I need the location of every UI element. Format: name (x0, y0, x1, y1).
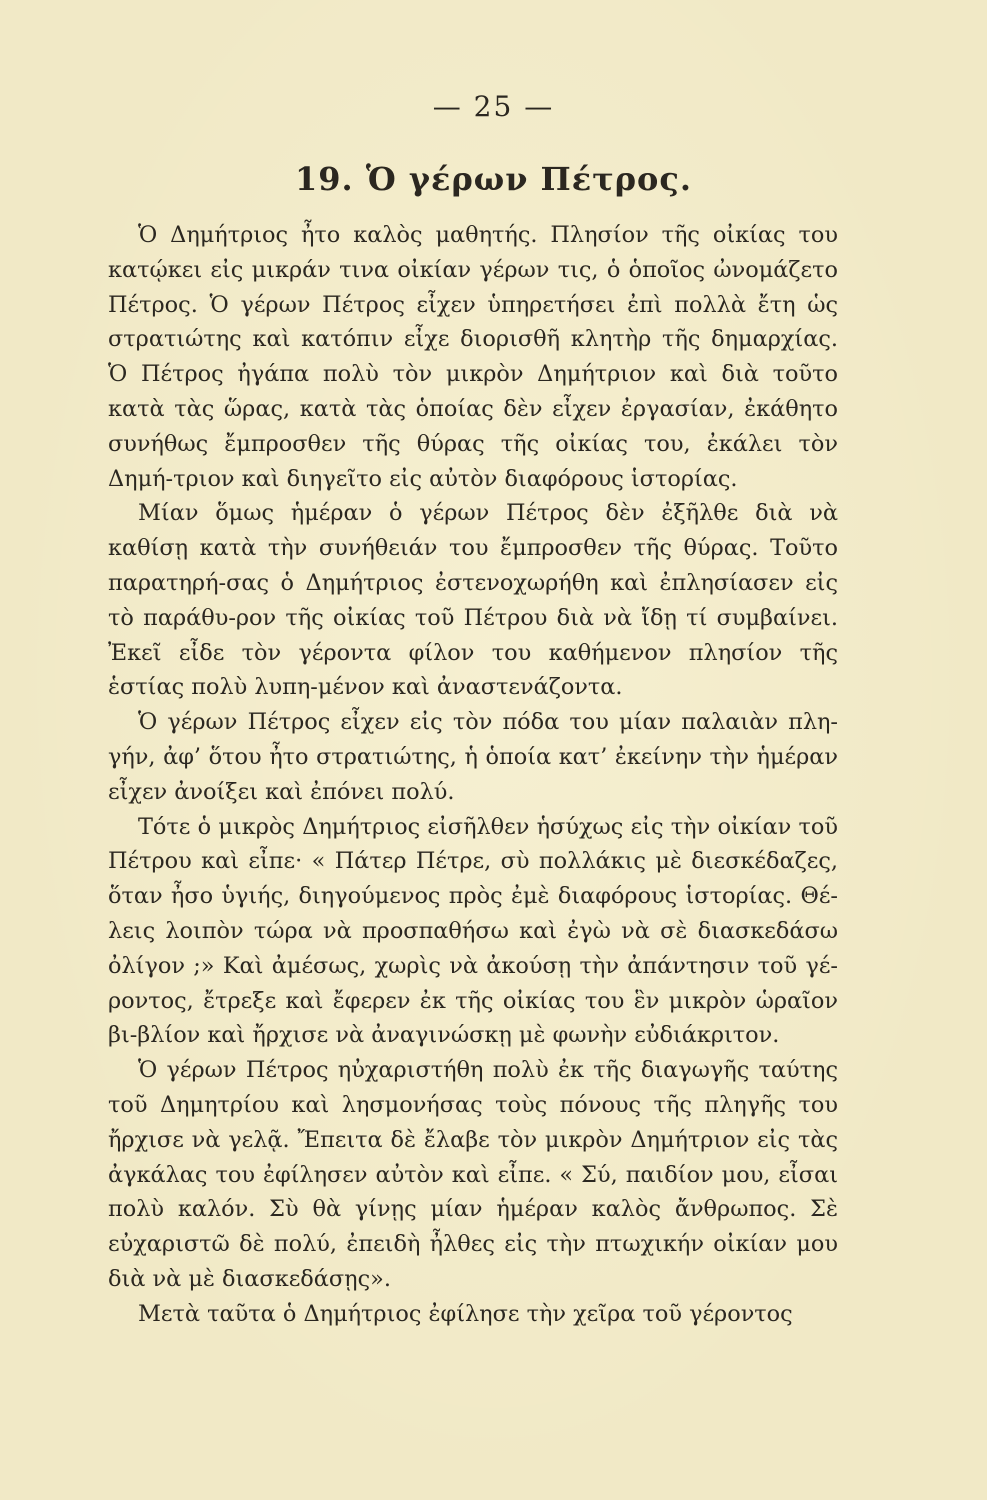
paragraph-1: Ὁ Δημήτριος ἦτο καλὸς μαθητής. Πλησίον τῆς οἰκίας του κατῴκει εἰς μικράν τινα οἰκίαν γέρων τις, ὁ ὁποῖος ὠνομάζετο Πέτρος. Ὁ γέρων Πέτρος εἶχεν ὑπηρετήσει ἐπὶ πολλὰ ἔτη ὡς στρατιώτης καὶ κατόπιν εἶχε διορισθῆ κλητὴρ τῆς δημαρχίας. Ὁ Πέτρος ἠγάπα πολὺ τὸν μικρὸν Δημήτριον καὶ διὰ τοῦτο κατὰ τὰς ὥρας, κατὰ τὰς ὁποίας δὲν εἶχεν ἐργασίαν, ἐκάθητο συνήθως ἔμπροσθεν τῆς θύρας τῆς οἰκίας του, ἐκάλει τὸν Δημή-τριον καὶ διηγεῖτο εἰς αὐτὸν διαφόρους ἱστορίας. (108, 222, 838, 492)
paragraph-5: Ὁ γέρων Πέτρος ηὐχαριστήθη πολὺ ἐκ τῆς διαγωγῆς ταύτης τοῦ Δημητρίου καὶ λησμονήσας τοὺς πόνους τῆς πληγῆς του ἤρχισε νὰ γελᾷ. Ἔπειτα δὲ ἔλαβε τὸν μικρὸν Δημήτριον εἰς τὰς ἀγκάλας του ἐφίλησεν αὐτὸν καὶ εἶπε. « Σύ, παιδίον μου, εἶσαι πολὺ καλόν. Σὺ θὰ γίνῃς μίαν ἡμέραν καλὸς ἄνθρωπος. Σὲ εὐχαριστῶ δὲ πολύ, ἐπειδὴ ἦλθες εἰς τὴν πτωχικήν οἰκίαν μου διὰ νὰ μὲ διασκεδάσῃς». (108, 1057, 838, 1292)
paragraph-2: Μίαν ὅμως ἡμέραν ὁ γέρων Πέτρος δὲν ἐξῆλθε διὰ νὰ καθίσῃ κατὰ τὴν συνήθειάν του ἔμπροσθεν τῆς θύρας. Τοῦτο παρατηρή-σας ὁ Δημήτριος ἐστενοχωρήθη καὶ ἐπλησίασεν εἰς τὸ παράθυ-ρον τῆς οἰκίας τοῦ Πέτρου διὰ νὰ ἴδῃ τί συμβαίνει. Ἐκεῖ εἶδε τὸν γέροντα φίλον του καθήμενον πλησίον τῆς ἑστίας πολὺ λυπη-μένον καὶ ἀναστενάζοντα. (108, 500, 838, 701)
text-body (108, 218, 838, 1332)
chapter-title: 19. Ὁ γέρων Πέτρος. (295, 160, 692, 198)
paragraph-6: Μετὰ ταῦτα ὁ Δημήτριος ἐφίλησε τὴν χεῖρα τοῦ γέροντος (138, 1300, 793, 1327)
page-number: — 25 — (432, 90, 555, 123)
paragraph-3: Ὁ γέρων Πέτρος εἶχεν εἰς τὸν πόδα του μίαν παλαιὰν πλη-γήν, ἀφ’ ὅτου ἦτο στρατιώτης, ἡ ὁποία κατ’ ἐκείνην τὴν ἡμέραν εἶχεν ἀνοίξει καὶ ἐπόνει πολύ. (108, 709, 838, 805)
paragraph-4: Τότε ὁ μικρὸς Δημήτριος εἰσῆλθεν ἡσύχως εἰς τὴν οἰκίαν τοῦ Πέτρου καὶ εἶπε· « Πάτερ Πέτρε, σὺ πολλάκις μὲ διεσκέδαζες, ὅταν ἦσο ὑγιής, διηγούμενος πρὸς ἐμὲ διαφόρους ἱστορίας. Θέ-λεις λοιπὸν τώρα νὰ προσπαθήσω καὶ ἐγὼ νὰ σὲ διασκεδάσω ὀλίγον ;» Καὶ ἀμέσως, χωρὶς νὰ ἀκούσῃ τὴν ἀπάντησιν τοῦ γέ-ροντος, ἔτρεξε καὶ ἔφερεν ἐκ τῆς οἰκίας του ἓν μικρὸν ὡραῖον βι-βλίον καὶ ἤρχισε νὰ ἀναγινώσκῃ μὲ φωνὴν εὐδιάκριτον. (108, 813, 838, 1049)
